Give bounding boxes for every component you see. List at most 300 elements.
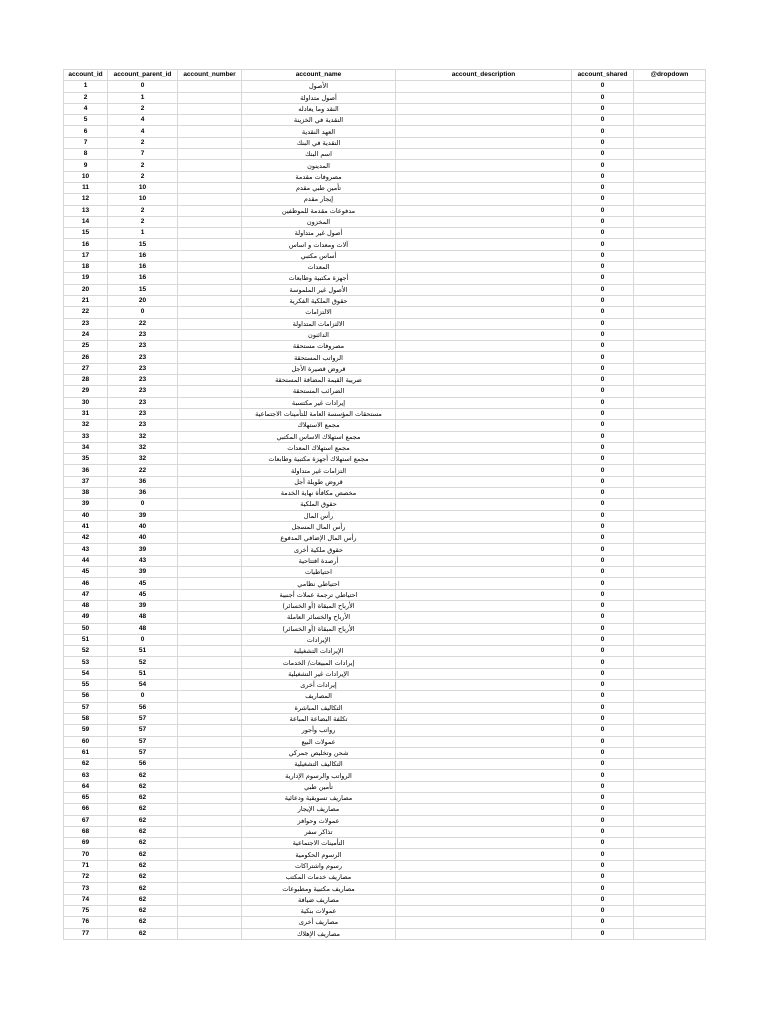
cell-account-parent-id[interactable]: 23: [108, 363, 178, 374]
cell-account-parent-id[interactable]: 57: [108, 713, 178, 724]
cell-dropdown[interactable]: [634, 499, 706, 510]
cell-account-number[interactable]: [178, 555, 242, 566]
cell-account-description[interactable]: [396, 589, 572, 600]
cell-account-shared[interactable]: 0: [572, 126, 634, 137]
cell-account-parent-id[interactable]: 16: [108, 250, 178, 261]
cell-account-description[interactable]: [396, 713, 572, 724]
cell-dropdown[interactable]: [634, 725, 706, 736]
cell-account-number[interactable]: [178, 826, 242, 837]
cell-account-id[interactable]: 20: [64, 284, 108, 295]
cell-account-parent-id[interactable]: 62: [108, 770, 178, 781]
cell-account-name[interactable]: تكلفة البضاعة المباعة: [242, 713, 396, 724]
cell-account-description[interactable]: [396, 905, 572, 916]
cell-account-number[interactable]: [178, 386, 242, 397]
cell-account-name[interactable]: احتياطي نظامي: [242, 578, 396, 589]
cell-dropdown[interactable]: [634, 894, 706, 905]
cell-account-number[interactable]: [178, 126, 242, 137]
cell-dropdown[interactable]: [634, 363, 706, 374]
cell-account-name[interactable]: عمولات وحوافز: [242, 815, 396, 826]
cell-account-shared[interactable]: 0: [572, 826, 634, 837]
cell-account-shared[interactable]: 0: [572, 747, 634, 758]
cell-account-description[interactable]: [396, 894, 572, 905]
cell-account-description[interactable]: [396, 103, 572, 114]
cell-account-shared[interactable]: 0: [572, 691, 634, 702]
cell-account-number[interactable]: [178, 759, 242, 770]
cell-account-shared[interactable]: 0: [572, 284, 634, 295]
cell-account-parent-id[interactable]: 62: [108, 849, 178, 860]
cell-account-number[interactable]: [178, 521, 242, 532]
cell-account-description[interactable]: [396, 284, 572, 295]
cell-account-id[interactable]: 67: [64, 815, 108, 826]
cell-dropdown[interactable]: [634, 397, 706, 408]
cell-account-name[interactable]: الأصول: [242, 81, 396, 92]
cell-dropdown[interactable]: [634, 668, 706, 679]
cell-account-number[interactable]: [178, 476, 242, 487]
cell-account-number[interactable]: [178, 273, 242, 284]
cell-dropdown[interactable]: [634, 826, 706, 837]
cell-dropdown[interactable]: [634, 736, 706, 747]
cell-account-name[interactable]: احتياطي ترجمة عملات أجنبية: [242, 589, 396, 600]
cell-account-description[interactable]: [396, 149, 572, 160]
cell-account-number[interactable]: [178, 872, 242, 883]
cell-account-shared[interactable]: 0: [572, 668, 634, 679]
cell-account-name[interactable]: أساس مكتبي: [242, 250, 396, 261]
cell-account-id[interactable]: 62: [64, 759, 108, 770]
cell-account-id[interactable]: 32: [64, 420, 108, 431]
cell-account-name[interactable]: مصاريف أخرى: [242, 917, 396, 928]
cell-account-name[interactable]: اسم البنك: [242, 149, 396, 160]
cell-account-shared[interactable]: 0: [572, 465, 634, 476]
cell-account-shared[interactable]: 0: [572, 171, 634, 182]
cell-account-parent-id[interactable]: 62: [108, 804, 178, 815]
cell-account-name[interactable]: الإيرادات: [242, 634, 396, 645]
cell-account-description[interactable]: [396, 352, 572, 363]
cell-account-number[interactable]: [178, 793, 242, 804]
cell-account-shared[interactable]: 0: [572, 476, 634, 487]
cell-account-name[interactable]: أجهزة مكتبية وطابعات: [242, 273, 396, 284]
cell-account-id[interactable]: 38: [64, 487, 108, 498]
cell-account-number[interactable]: [178, 205, 242, 216]
cell-dropdown[interactable]: [634, 307, 706, 318]
col-header-dropdown[interactable]: @dropdown: [634, 70, 706, 81]
cell-account-parent-id[interactable]: 39: [108, 510, 178, 521]
cell-account-description[interactable]: [396, 375, 572, 386]
cell-account-id[interactable]: 30: [64, 397, 108, 408]
cell-account-parent-id[interactable]: 56: [108, 702, 178, 713]
cell-account-shared[interactable]: 0: [572, 860, 634, 871]
cell-account-shared[interactable]: 0: [572, 341, 634, 352]
cell-dropdown[interactable]: [634, 634, 706, 645]
cell-account-description[interactable]: [396, 815, 572, 826]
cell-account-description[interactable]: [396, 533, 572, 544]
cell-dropdown[interactable]: [634, 555, 706, 566]
cell-account-description[interactable]: [396, 544, 572, 555]
cell-account-description[interactable]: [396, 578, 572, 589]
cell-account-shared[interactable]: 0: [572, 228, 634, 239]
cell-account-number[interactable]: [178, 239, 242, 250]
cell-account-description[interactable]: [396, 612, 572, 623]
cell-account-number[interactable]: [178, 262, 242, 273]
cell-account-name[interactable]: قروض قصيرة الأجل: [242, 363, 396, 374]
cell-account-id[interactable]: 22: [64, 307, 108, 318]
cell-account-number[interactable]: [178, 160, 242, 171]
cell-account-parent-id[interactable]: 7: [108, 149, 178, 160]
cell-account-number[interactable]: [178, 533, 242, 544]
cell-account-description[interactable]: [396, 262, 572, 273]
cell-account-parent-id[interactable]: 2: [108, 103, 178, 114]
cell-account-id[interactable]: 45: [64, 567, 108, 578]
cell-account-number[interactable]: [178, 725, 242, 736]
cell-account-id[interactable]: 10: [64, 171, 108, 182]
cell-account-id[interactable]: 11: [64, 182, 108, 193]
cell-account-shared[interactable]: 0: [572, 702, 634, 713]
cell-account-id[interactable]: 16: [64, 239, 108, 250]
cell-account-name[interactable]: النقد وما يعادله: [242, 103, 396, 114]
cell-account-id[interactable]: 15: [64, 228, 108, 239]
cell-account-number[interactable]: [178, 375, 242, 386]
cell-account-id[interactable]: 21: [64, 295, 108, 306]
cell-account-description[interactable]: [396, 137, 572, 148]
cell-account-id[interactable]: 27: [64, 363, 108, 374]
cell-account-shared[interactable]: 0: [572, 273, 634, 284]
cell-account-parent-id[interactable]: 2: [108, 137, 178, 148]
cell-account-name[interactable]: تأمين طبي: [242, 781, 396, 792]
cell-account-name[interactable]: التأمينات الاجتماعية: [242, 838, 396, 849]
cell-account-number[interactable]: [178, 917, 242, 928]
cell-dropdown[interactable]: [634, 465, 706, 476]
cell-account-id[interactable]: 39: [64, 499, 108, 510]
cell-account-name[interactable]: مدفوعات مقدمة للموظفين: [242, 205, 396, 216]
cell-account-id[interactable]: 8: [64, 149, 108, 160]
cell-account-name[interactable]: إيرادات المبيعات/ الخدمات: [242, 657, 396, 668]
cell-account-shared[interactable]: 0: [572, 781, 634, 792]
col-header-account-number[interactable]: account_number: [178, 70, 242, 81]
cell-account-shared[interactable]: 0: [572, 917, 634, 928]
cell-account-description[interactable]: [396, 228, 572, 239]
cell-account-number[interactable]: [178, 465, 242, 476]
cell-account-number[interactable]: [178, 849, 242, 860]
cell-account-id[interactable]: 33: [64, 431, 108, 442]
cell-account-number[interactable]: [178, 487, 242, 498]
cell-account-description[interactable]: [396, 928, 572, 939]
cell-account-number[interactable]: [178, 499, 242, 510]
cell-account-description[interactable]: [396, 521, 572, 532]
cell-account-shared[interactable]: 0: [572, 815, 634, 826]
cell-account-description[interactable]: [396, 917, 572, 928]
cell-dropdown[interactable]: [634, 521, 706, 532]
cell-account-number[interactable]: [178, 578, 242, 589]
cell-account-id[interactable]: 53: [64, 657, 108, 668]
cell-account-number[interactable]: [178, 228, 242, 239]
cell-account-shared[interactable]: 0: [572, 182, 634, 193]
cell-account-shared[interactable]: 0: [572, 205, 634, 216]
cell-account-shared[interactable]: 0: [572, 567, 634, 578]
cell-account-shared[interactable]: 0: [572, 544, 634, 555]
cell-account-description[interactable]: [396, 115, 572, 126]
cell-account-name[interactable]: إيجار مقدم: [242, 194, 396, 205]
cell-account-number[interactable]: [178, 171, 242, 182]
cell-dropdown[interactable]: [634, 81, 706, 92]
cell-account-description[interactable]: [396, 408, 572, 419]
cell-dropdown[interactable]: [634, 273, 706, 284]
cell-dropdown[interactable]: [634, 510, 706, 521]
cell-dropdown[interactable]: [634, 578, 706, 589]
cell-account-parent-id[interactable]: 43: [108, 555, 178, 566]
cell-account-number[interactable]: [178, 883, 242, 894]
cell-account-parent-id[interactable]: 51: [108, 646, 178, 657]
cell-account-id[interactable]: 77: [64, 928, 108, 939]
cell-account-shared[interactable]: 0: [572, 194, 634, 205]
cell-dropdown[interactable]: [634, 408, 706, 419]
cell-account-parent-id[interactable]: 32: [108, 442, 178, 453]
cell-account-shared[interactable]: 0: [572, 499, 634, 510]
cell-account-parent-id[interactable]: 4: [108, 115, 178, 126]
cell-account-name[interactable]: رأس المال المسجل: [242, 521, 396, 532]
cell-account-name[interactable]: ضريبة القيمة المضافة المستحقة: [242, 375, 396, 386]
cell-account-shared[interactable]: 0: [572, 600, 634, 611]
cell-account-id[interactable]: 31: [64, 408, 108, 419]
cell-account-description[interactable]: [396, 273, 572, 284]
cell-account-parent-id[interactable]: 62: [108, 905, 178, 916]
cell-account-number[interactable]: [178, 352, 242, 363]
cell-account-parent-id[interactable]: 0: [108, 81, 178, 92]
cell-account-shared[interactable]: 0: [572, 295, 634, 306]
cell-dropdown[interactable]: [634, 657, 706, 668]
cell-account-number[interactable]: [178, 397, 242, 408]
cell-account-shared[interactable]: 0: [572, 872, 634, 883]
cell-account-parent-id[interactable]: 2: [108, 160, 178, 171]
cell-account-description[interactable]: [396, 770, 572, 781]
cell-account-parent-id[interactable]: 39: [108, 600, 178, 611]
cell-dropdown[interactable]: [634, 533, 706, 544]
cell-account-id[interactable]: 2: [64, 92, 108, 103]
cell-account-number[interactable]: [178, 149, 242, 160]
cell-account-id[interactable]: 69: [64, 838, 108, 849]
cell-account-description[interactable]: [396, 781, 572, 792]
cell-account-shared[interactable]: 0: [572, 352, 634, 363]
cell-account-name[interactable]: الدائنون: [242, 329, 396, 340]
cell-dropdown[interactable]: [634, 623, 706, 634]
cell-account-parent-id[interactable]: 20: [108, 295, 178, 306]
cell-account-shared[interactable]: 0: [572, 149, 634, 160]
cell-dropdown[interactable]: [634, 92, 706, 103]
cell-account-parent-id[interactable]: 62: [108, 928, 178, 939]
cell-account-shared[interactable]: 0: [572, 646, 634, 657]
cell-dropdown[interactable]: [634, 103, 706, 114]
cell-account-id[interactable]: 52: [64, 646, 108, 657]
cell-account-description[interactable]: [396, 634, 572, 645]
cell-account-parent-id[interactable]: 62: [108, 781, 178, 792]
cell-account-id[interactable]: 61: [64, 747, 108, 758]
cell-account-name[interactable]: المخزون: [242, 216, 396, 227]
cell-dropdown[interactable]: [634, 318, 706, 329]
cell-account-number[interactable]: [178, 216, 242, 227]
cell-account-parent-id[interactable]: 54: [108, 680, 178, 691]
cell-account-id[interactable]: 49: [64, 612, 108, 623]
cell-account-name[interactable]: النقدية في الخزينة: [242, 115, 396, 126]
cell-account-description[interactable]: [396, 341, 572, 352]
cell-account-shared[interactable]: 0: [572, 239, 634, 250]
cell-account-parent-id[interactable]: 23: [108, 397, 178, 408]
cell-account-number[interactable]: [178, 815, 242, 826]
cell-dropdown[interactable]: [634, 171, 706, 182]
cell-account-parent-id[interactable]: 0: [108, 691, 178, 702]
cell-account-name[interactable]: المدينون: [242, 160, 396, 171]
cell-dropdown[interactable]: [634, 612, 706, 623]
cell-account-shared[interactable]: 0: [572, 318, 634, 329]
cell-account-shared[interactable]: 0: [572, 612, 634, 623]
cell-dropdown[interactable]: [634, 905, 706, 916]
cell-account-id[interactable]: 19: [64, 273, 108, 284]
cell-account-description[interactable]: [396, 476, 572, 487]
cell-dropdown[interactable]: [634, 849, 706, 860]
cell-account-number[interactable]: [178, 612, 242, 623]
cell-account-id[interactable]: 51: [64, 634, 108, 645]
cell-dropdown[interactable]: [634, 160, 706, 171]
cell-account-number[interactable]: [178, 103, 242, 114]
cell-account-shared[interactable]: 0: [572, 793, 634, 804]
cell-account-shared[interactable]: 0: [572, 623, 634, 634]
cell-account-number[interactable]: [178, 894, 242, 905]
cell-account-id[interactable]: 12: [64, 194, 108, 205]
cell-account-number[interactable]: [178, 838, 242, 849]
cell-account-name[interactable]: النقدية في البنك: [242, 137, 396, 148]
col-header-account-shared[interactable]: account_shared: [572, 70, 634, 81]
cell-account-name[interactable]: الرسوم الحكومية: [242, 849, 396, 860]
cell-account-description[interactable]: [396, 849, 572, 860]
cell-dropdown[interactable]: [634, 375, 706, 386]
cell-account-id[interactable]: 48: [64, 600, 108, 611]
cell-dropdown[interactable]: [634, 691, 706, 702]
cell-account-number[interactable]: [178, 307, 242, 318]
cell-account-shared[interactable]: 0: [572, 849, 634, 860]
cell-account-shared[interactable]: 0: [572, 533, 634, 544]
cell-account-number[interactable]: [178, 544, 242, 555]
cell-account-shared[interactable]: 0: [572, 160, 634, 171]
cell-account-number[interactable]: [178, 295, 242, 306]
cell-account-shared[interactable]: 0: [572, 386, 634, 397]
cell-account-description[interactable]: [396, 329, 572, 340]
cell-account-name[interactable]: مصروفات مقدمة: [242, 171, 396, 182]
cell-account-parent-id[interactable]: 23: [108, 420, 178, 431]
cell-dropdown[interactable]: [634, 115, 706, 126]
cell-account-id[interactable]: 66: [64, 804, 108, 815]
cell-dropdown[interactable]: [634, 216, 706, 227]
cell-account-description[interactable]: [396, 205, 572, 216]
cell-dropdown[interactable]: [634, 781, 706, 792]
cell-account-name[interactable]: حقوق الملكية الفكرية: [242, 295, 396, 306]
cell-account-name[interactable]: الضرائب المستحقة: [242, 386, 396, 397]
cell-account-number[interactable]: [178, 623, 242, 634]
cell-account-number[interactable]: [178, 318, 242, 329]
cell-dropdown[interactable]: [634, 329, 706, 340]
cell-account-shared[interactable]: 0: [572, 578, 634, 589]
cell-dropdown[interactable]: [634, 883, 706, 894]
cell-account-parent-id[interactable]: 0: [108, 499, 178, 510]
cell-account-name[interactable]: مجمع استهلاك الاساس المكتبي: [242, 431, 396, 442]
cell-account-id[interactable]: 29: [64, 386, 108, 397]
cell-account-shared[interactable]: 0: [572, 657, 634, 668]
cell-account-name[interactable]: الأصول غير الملموسة: [242, 284, 396, 295]
cell-account-number[interactable]: [178, 770, 242, 781]
cell-account-number[interactable]: [178, 668, 242, 679]
cell-account-parent-id[interactable]: 62: [108, 826, 178, 837]
cell-account-parent-id[interactable]: 10: [108, 182, 178, 193]
cell-dropdown[interactable]: [634, 860, 706, 871]
cell-account-description[interactable]: [396, 499, 572, 510]
cell-account-shared[interactable]: 0: [572, 487, 634, 498]
cell-account-name[interactable]: التكاليف المباشرة: [242, 702, 396, 713]
cell-account-description[interactable]: [396, 182, 572, 193]
cell-dropdown[interactable]: [634, 262, 706, 273]
cell-account-parent-id[interactable]: 62: [108, 917, 178, 928]
cell-account-name[interactable]: عمولات البيع: [242, 736, 396, 747]
cell-dropdown[interactable]: [634, 928, 706, 939]
cell-account-shared[interactable]: 0: [572, 770, 634, 781]
cell-account-name[interactable]: رأس المال الإضافي المدفوع: [242, 533, 396, 544]
cell-account-id[interactable]: 65: [64, 793, 108, 804]
cell-account-parent-id[interactable]: 32: [108, 431, 178, 442]
cell-account-name[interactable]: عمولات بنكية: [242, 905, 396, 916]
cell-account-name[interactable]: الأرباح المبقاة (أو الخسائر): [242, 600, 396, 611]
cell-dropdown[interactable]: [634, 804, 706, 815]
cell-account-name[interactable]: العهد النقدية: [242, 126, 396, 137]
cell-account-shared[interactable]: 0: [572, 521, 634, 532]
cell-account-shared[interactable]: 0: [572, 216, 634, 227]
cell-account-id[interactable]: 68: [64, 826, 108, 837]
cell-account-number[interactable]: [178, 454, 242, 465]
cell-account-id[interactable]: 57: [64, 702, 108, 713]
cell-account-name[interactable]: احتياطيات: [242, 567, 396, 578]
col-header-account-description[interactable]: account_description: [396, 70, 572, 81]
cell-account-description[interactable]: [396, 702, 572, 713]
cell-account-id[interactable]: 47: [64, 589, 108, 600]
cell-account-name[interactable]: مجمع استهلاك المعدات: [242, 442, 396, 453]
cell-dropdown[interactable]: [634, 600, 706, 611]
cell-account-parent-id[interactable]: 23: [108, 329, 178, 340]
cell-account-number[interactable]: [178, 747, 242, 758]
cell-account-parent-id[interactable]: 4: [108, 126, 178, 137]
cell-dropdown[interactable]: [634, 702, 706, 713]
cell-account-number[interactable]: [178, 589, 242, 600]
cell-dropdown[interactable]: [634, 815, 706, 826]
cell-account-id[interactable]: 28: [64, 375, 108, 386]
cell-account-id[interactable]: 6: [64, 126, 108, 137]
cell-account-description[interactable]: [396, 126, 572, 137]
col-header-account-parent-id[interactable]: account_parent_id: [108, 70, 178, 81]
cell-account-id[interactable]: 18: [64, 262, 108, 273]
cell-account-name[interactable]: الإيرادات التشغيلية: [242, 646, 396, 657]
cell-account-id[interactable]: 42: [64, 533, 108, 544]
cell-account-name[interactable]: أصول غير متداولة: [242, 228, 396, 239]
cell-account-parent-id[interactable]: 36: [108, 487, 178, 498]
cell-account-description[interactable]: [396, 216, 572, 227]
cell-account-shared[interactable]: 0: [572, 397, 634, 408]
cell-account-description[interactable]: [396, 160, 572, 171]
cell-account-parent-id[interactable]: 2: [108, 205, 178, 216]
cell-dropdown[interactable]: [634, 228, 706, 239]
cell-account-name[interactable]: رأس المال: [242, 510, 396, 521]
cell-dropdown[interactable]: [634, 793, 706, 804]
cell-account-id[interactable]: 24: [64, 329, 108, 340]
cell-account-description[interactable]: [396, 623, 572, 634]
cell-account-parent-id[interactable]: 45: [108, 578, 178, 589]
cell-account-shared[interactable]: 0: [572, 115, 634, 126]
cell-account-name[interactable]: رسوم واشتراكات: [242, 860, 396, 871]
cell-account-number[interactable]: [178, 860, 242, 871]
cell-account-number[interactable]: [178, 284, 242, 295]
cell-account-number[interactable]: [178, 634, 242, 645]
